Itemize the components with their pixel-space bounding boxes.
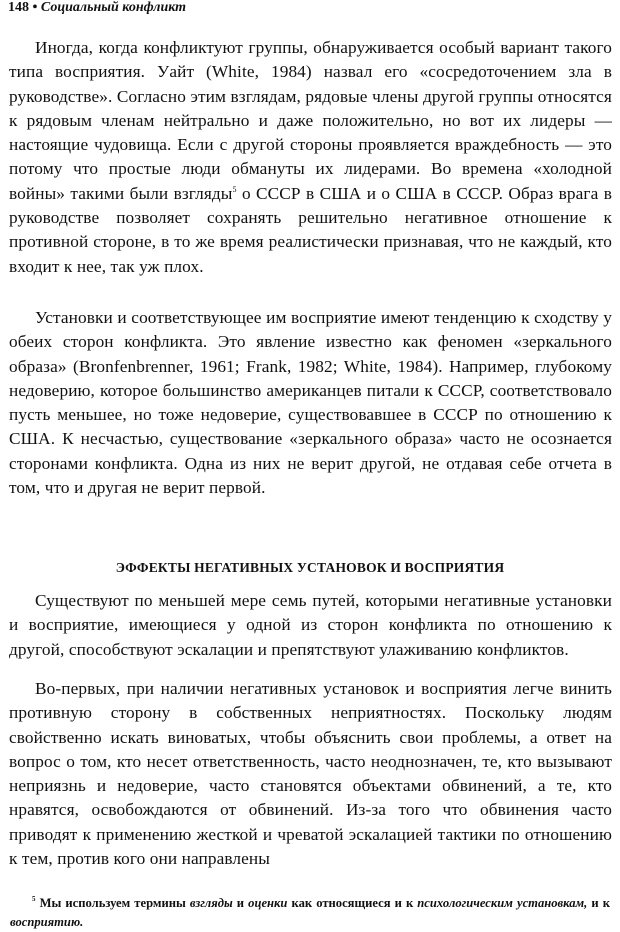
paragraph-text-continued: о СССР в США и о США в СССР. Образ врага в руководстве позволяет сохранять решительно негативное отношение к противной стороне, в то же время реалистически признавая, что не каждый, кто входит к нее, так уж плох. <box>9 183 612 276</box>
footnote-term: восприятию. <box>10 915 84 929</box>
footnote-term: взгляды <box>189 896 233 910</box>
footnote <box>10 894 610 932</box>
paragraph-text: Иногда, когда конфликтуют группы, обнаруживается особый вариант такого типа восприятия. Уайт (White, 1984) назвал его «сосредоточением зла в руководстве». Согласно этим взглядам, рядовые члены другой группы относятся к рядовым членам нейтрально и даже положительно, но вот их лидеры — настоящие чудовища. Если с другой стороны проявляется враждебность — это потому что простые люди обмануты их лидерами. Во времена «холодной войны» такими были взгляды <box>9 38 612 203</box>
page-number: 148 <box>8 0 29 15</box>
footnote-term: психологическим установкам, <box>417 896 588 910</box>
footnote-text: и <box>232 896 249 910</box>
book-title: Социальный конфликт <box>40 0 187 15</box>
section-heading: ЭФФЕКТЫ НЕГАТИВНЫХ УСТАНОВОК И ВОСПРИЯТИЯ <box>115 560 505 575</box>
footnote-text: и к <box>587 896 611 910</box>
paragraph-mirror-image: Установки и соответствующее им восприятие имеют тенденцию к сходству у обеих сторон конфликта. Это явление известно как феномен «зеркального образа» (Bronfenbrenner, 1961; Frank, 1982; White, 1984). Например, глубокому недоверию, которое большинство американцев питали к СССР, соответствовало пусть меньшее, но тоже недоверие, существовавшее в СССР по отношению к США. К несчастью, существование «зеркального образа» часто не осознается сторонами конфликта. Одна из них не верит другой, не отдавая себе отчета в том, что и другая не верит первой. <box>9 308 612 498</box>
footnote-text: Мы используем термины <box>39 896 190 910</box>
header-separator: • <box>32 0 38 15</box>
footnote-term: оценки <box>248 896 288 910</box>
running-head <box>8 0 186 16</box>
paragraph-leader-evil <box>9 36 612 279</box>
paragraph-first-effect: Во-первых, при наличии негативных установок и восприятия легче винить противную сторону в собственных неприятностях. Поскольку людям свойственно искать виноватых, чтобы объяснить свои проблемы, а ответ на вопрос о том, кто несет ответственность, часто неоднозначен, те, кто вызывают неприязнь и недоверие, часто становятся объектами обвинений, а те, кто нравятся, освобождаются от обвинений. Из-за того что обвинения часто приводят к применению жесткой и чреватой эскалацией тактики по отношению к тем, против кого они направлены <box>9 679 612 869</box>
footnote-text: как относящиеся и к <box>287 896 418 910</box>
footnote-reference: 5 <box>232 184 237 194</box>
paragraph-seven-ways: Существуют по меньшей мере семь путей, которыми негативные установки и восприятие, имеющиеся у одной из сторон конфликта по отношению к другой, способствуют эскалации и препятствуют улаживанию конфликтов. <box>9 591 612 659</box>
footnote-number: 5 <box>32 895 36 903</box>
